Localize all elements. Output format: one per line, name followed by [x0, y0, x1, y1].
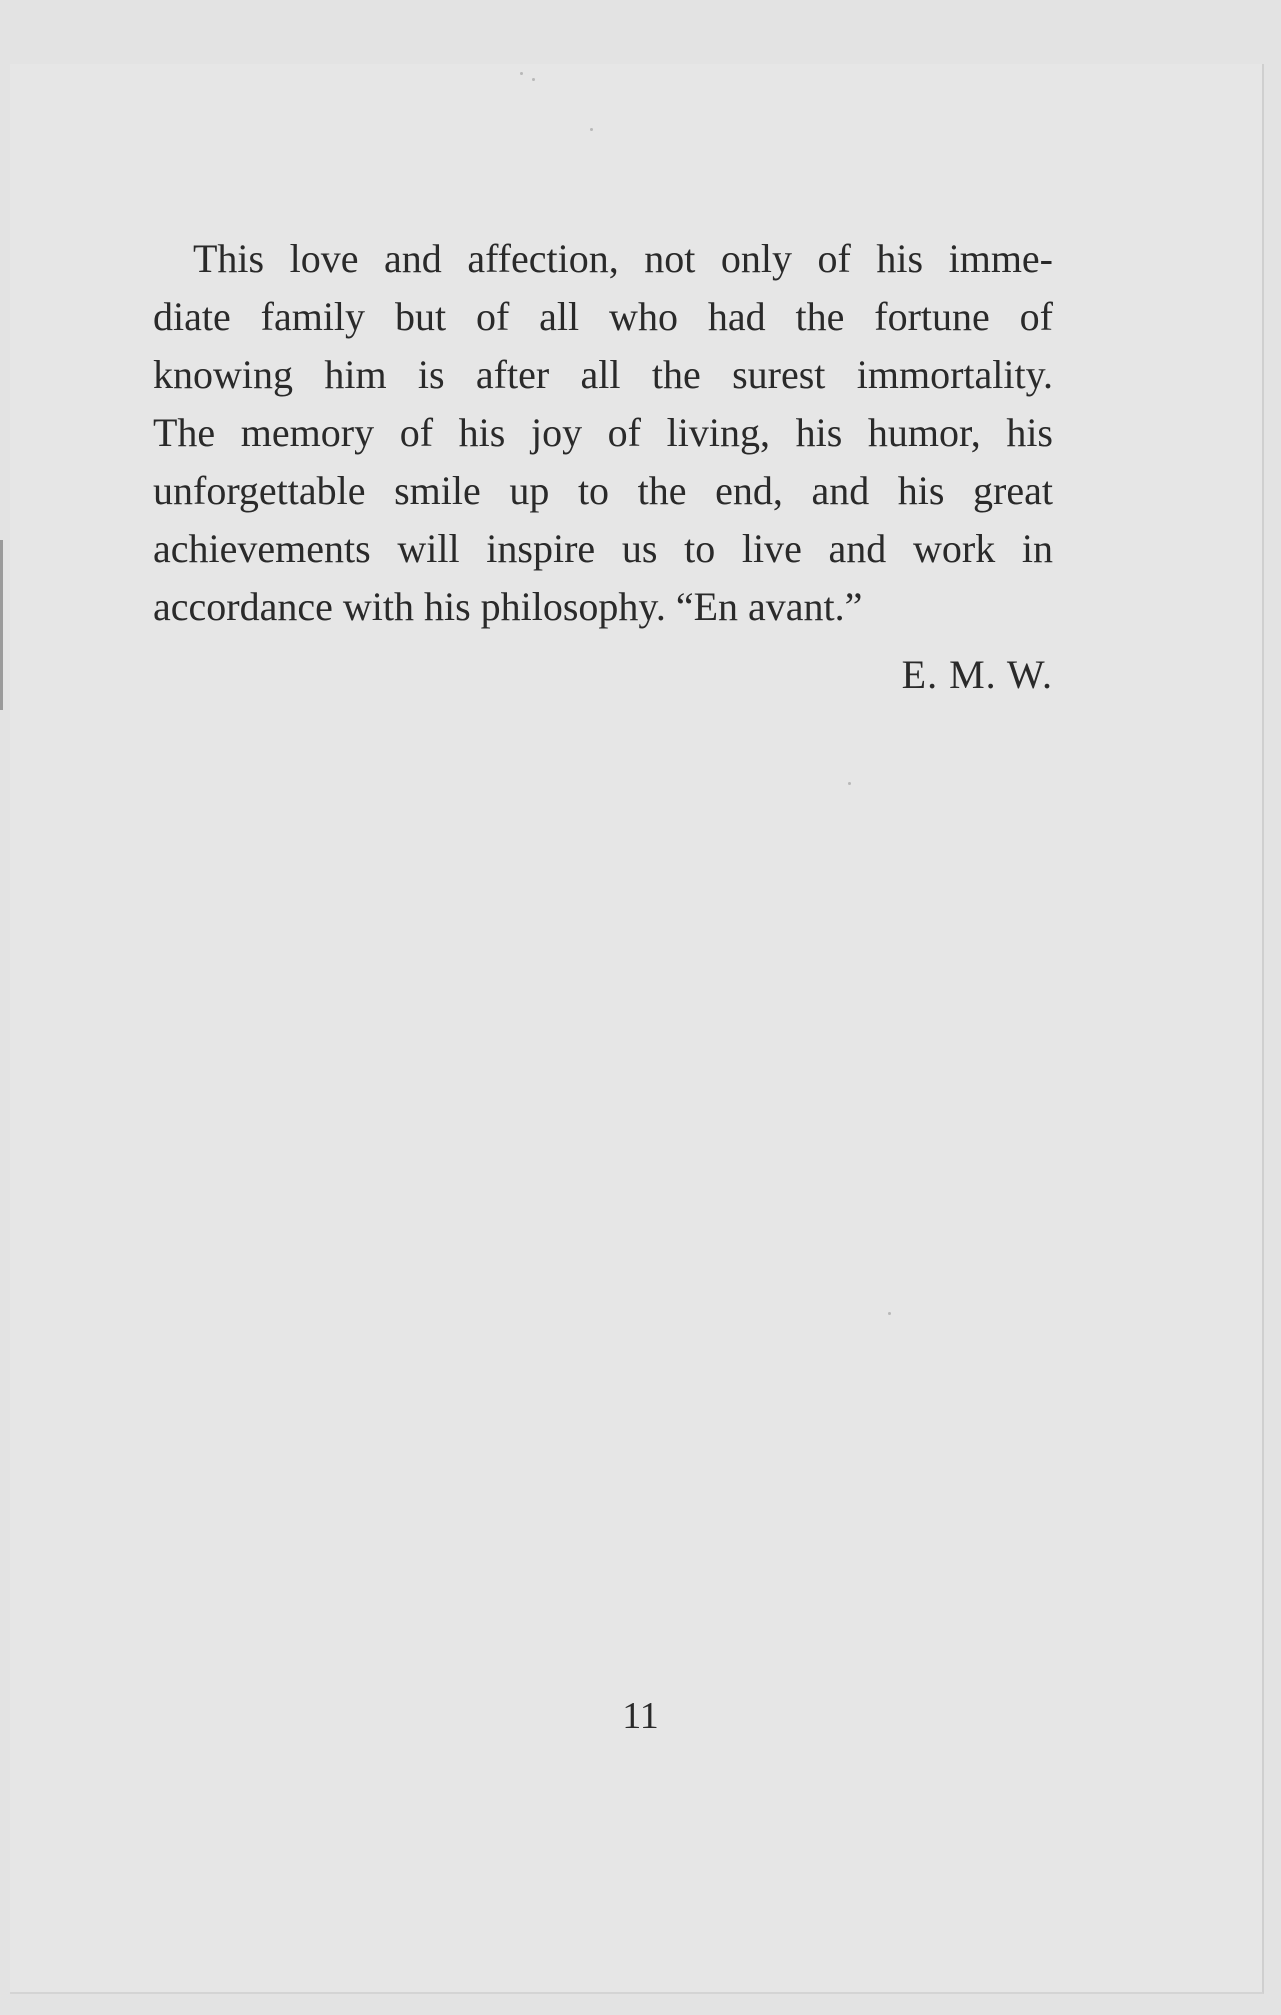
- paragraph-line: The memory of his joy of living, his humor, his: [153, 410, 1053, 455]
- paper-speck: [532, 78, 535, 81]
- paper-speck: [590, 128, 593, 131]
- paragraph-line: accordance with his philosophy. “En avant.”: [153, 584, 863, 629]
- paragraph-line: unforgettable smile up to the end, and his great: [153, 468, 1053, 513]
- paragraph-line: achievements will inspire us to live and work in: [153, 526, 1053, 571]
- paragraph-line: diate family but of all who had the fortune of: [153, 294, 1053, 339]
- author-initials: E. M. W.: [901, 652, 1053, 697]
- binding-edge: [0, 540, 3, 710]
- paper-speck: [520, 72, 523, 75]
- paper-speck: [888, 1312, 891, 1315]
- memorial-paragraph: [153, 230, 1053, 636]
- paper-speck: [848, 782, 851, 785]
- paragraph-line: knowing him is after all the surest immortality.: [153, 352, 1053, 397]
- paragraph-line: This love and affection, not only of his imme-: [193, 236, 1053, 281]
- page-number: 11: [622, 1695, 659, 1737]
